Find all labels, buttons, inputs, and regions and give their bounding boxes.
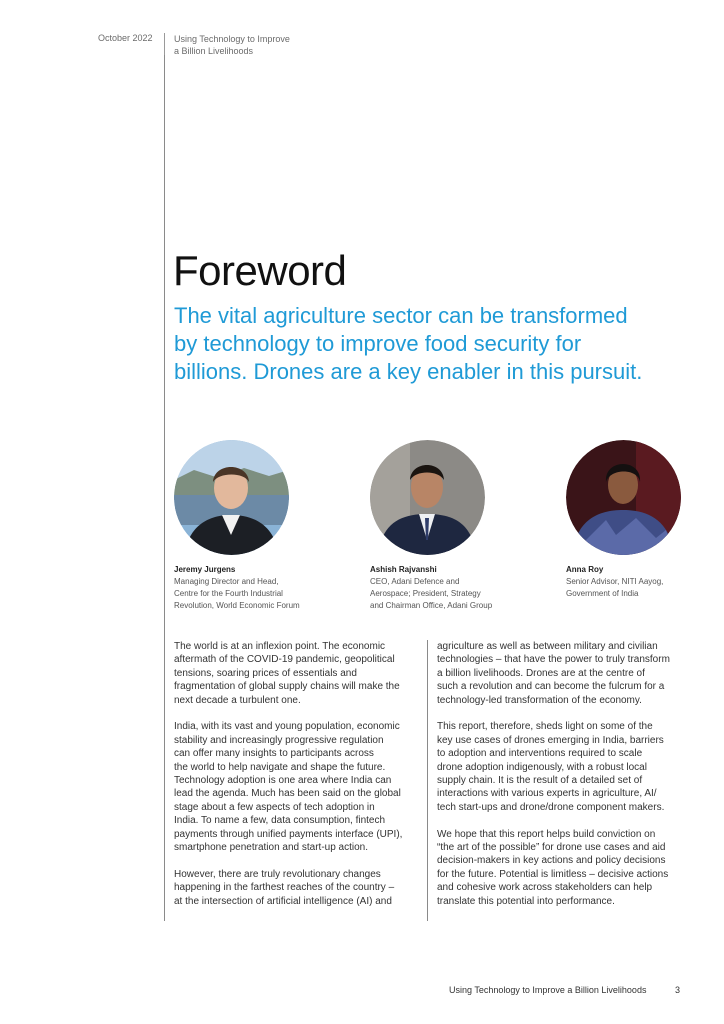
text-line: tensions, soaring prices of essentials and <box>174 667 357 679</box>
page-number: 3 <box>675 985 681 995</box>
text-line: and cohesive work across stakeholders can help <box>437 882 653 894</box>
text-line: supply chain. It is the result of a detailed set of <box>437 775 643 787</box>
person-role-line: Government of India <box>566 589 639 598</box>
text-line: for the future. Potential is limitless – decisive actions <box>437 868 669 880</box>
text-line: the world to help navigate and shape the future. <box>174 761 386 773</box>
person-role-line: CEO, Adani Defence and <box>370 577 460 586</box>
text-line: technologies – that have the power to truly transform <box>437 654 670 666</box>
header-title-line: a Billion Livelihoods <box>174 46 254 56</box>
portrait-photo-anna <box>566 440 681 555</box>
text-line: interactions with various experts in agriculture, AI/ <box>437 788 657 800</box>
text-line: tech start-ups and drone/drone component makers. <box>437 801 665 813</box>
header-title-line: Using Technology to Improve <box>174 34 290 44</box>
person-role-line: Centre for the Fourth Industrial <box>174 589 283 598</box>
person-role <box>174 576 334 612</box>
text-line: next decade a turbulent one. <box>174 694 301 706</box>
person-role <box>566 576 724 600</box>
text-line: India. To name a few, data consumption, fintech <box>174 815 386 827</box>
text-line: drone adoption indigenously, with a robust local <box>437 761 647 773</box>
column-rule <box>427 640 428 921</box>
text-line: However, there are truly revolutionary changes <box>174 868 381 880</box>
text-line: translate this potential into performance. <box>437 895 615 907</box>
paragraph <box>174 640 422 707</box>
text-line: agriculture as well as between military and civilian <box>437 641 658 652</box>
text-line: decision-makers in key actions and policy decisions <box>437 855 666 867</box>
paragraph <box>437 640 687 707</box>
text-line: The world is at an inflexion point. The economic <box>174 641 386 652</box>
text-line: stability and increasingly progressive regulation <box>174 734 384 746</box>
header-title <box>174 33 334 57</box>
body-column-right <box>437 640 687 921</box>
person-role-line: Revolution, World Economic Forum <box>174 601 300 610</box>
text-line: can offer many insights to participants across <box>174 748 374 760</box>
paragraph <box>437 828 687 908</box>
person-role <box>370 576 530 612</box>
text-line: This report, therefore, sheds light on some of the <box>437 721 653 733</box>
page-rule <box>164 55 165 921</box>
person-role-line: and Chairman Office, Adani Group <box>370 601 493 610</box>
text-line: lead the agenda. Much has been said on the global <box>174 788 401 800</box>
text-line: Technology adoption is one area where India can <box>174 775 392 787</box>
paragraph <box>174 720 422 854</box>
body-column-left <box>174 640 422 921</box>
text-line: at the intersection of artificial intelligence (AI) and <box>174 895 392 907</box>
text-line: a billion livelihoods. Drones are at the centre of <box>437 667 645 679</box>
portrait-photo-ashish <box>370 440 485 555</box>
text-line: aftermath of the COVID-19 pandemic, geopolitical <box>174 654 395 666</box>
person-anna-roy <box>566 440 724 600</box>
text-line: “the art of the possible” for drone use cases and aid <box>437 842 666 854</box>
text-line: India, with its vast and young population, economic <box>174 721 400 733</box>
text-line: to adoption and interventions required to scale <box>437 748 643 760</box>
person-name: Ashish Rajvanshi <box>370 565 437 574</box>
text-line: technology-led transformation of the economy. <box>437 694 642 706</box>
paragraph <box>437 720 687 814</box>
text-line: happening in the farthest reaches of the country – <box>174 882 395 894</box>
person-jeremy-jurgens <box>174 440 334 612</box>
header-date: October 2022 <box>98 33 153 43</box>
text-line: stage about a few aspects of tech adoption in <box>174 801 375 813</box>
header-divider <box>164 33 165 55</box>
text-line: key use cases of drones emerging in India, barriers <box>437 734 664 746</box>
text-line: payments through unified payments interface (UPI), <box>174 828 403 840</box>
text-line: fragmentation of global supply chains will make the <box>174 681 400 693</box>
page-subtitle: The vital agriculture sector can be transformed by technology to improve food security for billions. Drones are a key enabler in this pursuit. <box>174 303 643 384</box>
person-name: Jeremy Jurgens <box>174 565 236 574</box>
person-role-line: Senior Advisor, NITI Aayog, <box>566 577 664 586</box>
page-title: Foreword <box>173 247 347 294</box>
portrait-photo-jeremy <box>174 440 289 555</box>
text-line: We hope that this report helps build conviction on <box>437 828 656 840</box>
person-name: Anna Roy <box>566 565 604 574</box>
person-ashish-rajvanshi <box>370 440 530 612</box>
person-role-line: Managing Director and Head, <box>174 577 279 586</box>
footer-title: Using Technology to Improve a Billion Livelihoods <box>449 985 647 995</box>
text-line: smartphone penetration and start-up action. <box>174 842 369 854</box>
person-role-line: Aerospace; President, Strategy <box>370 589 481 598</box>
text-line: such a revolution and can become the fulcrum for a <box>437 681 665 693</box>
paragraph <box>174 868 422 908</box>
